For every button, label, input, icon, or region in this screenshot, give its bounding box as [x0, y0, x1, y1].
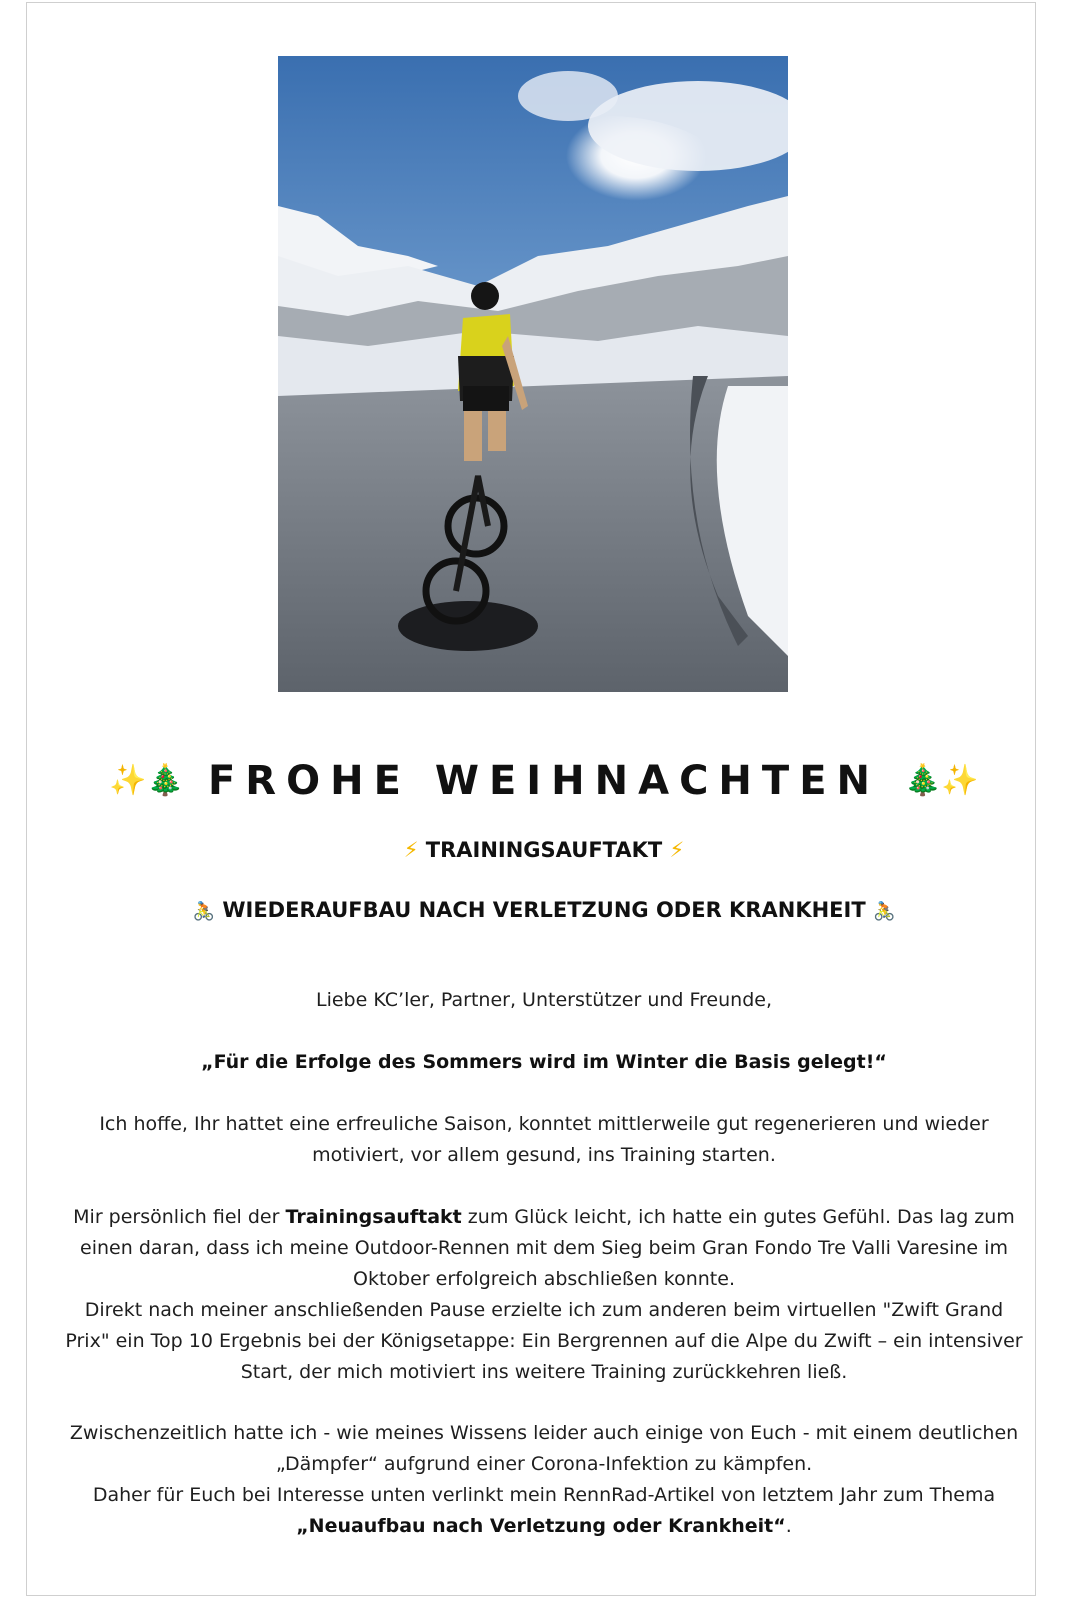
paragraph-saison: Ich hoffe, Ihr hattet eine erfreuliche Saison, konntet mittlerweile gut regenerieren und wieder motiviert, vor allem gesund, ins Training starten. — [99, 1113, 989, 1166]
subheading-wiederaufbau — [0, 898, 1088, 922]
paragraph-end: . — [785, 1515, 792, 1537]
lightning-icon: ⚡ — [403, 838, 419, 862]
subheading-trainingsauftakt — [0, 838, 1088, 862]
paragraph-bold: Trainingsauftakt — [285, 1206, 462, 1228]
paragraph-zwift: Direkt nach meiner anschließenden Pause erzielte ich zum anderen beim virtuellen "Zwift Grand Prix" ein Top 10 Ergebnis bei der Königsetappe: Ein Bergrennen auf die Alpe du Zwift – ein intensiver Start, der mich motiviert ins weitere Training zurückkehren ließ. — [65, 1299, 1023, 1383]
paragraph-rest: zum Glück leicht, ich hatte ein gutes Gefühl. Das lag zum einen daran, dass ich meine Outdoor-Rennen mit dem Sieg beim Gran Fondo Tre Valli Varesine im Oktober erfolgreich abschließen konnte. — [80, 1206, 1015, 1290]
headline-text: FROHE WEIHNACHTEN — [207, 758, 880, 804]
christmas-tree-icon: 🎄 — [146, 763, 185, 798]
cyclist-icon: 🚴 — [872, 901, 896, 922]
cyclist-photo — [278, 56, 788, 692]
subheading-text: TRAININGSAUFTAKT — [425, 838, 663, 862]
quote-text: „Für die Erfolge des Sommers wird im Winter die Basis gelegt!“ — [201, 1051, 887, 1073]
paragraph-trainingsauftakt — [60, 1202, 1028, 1388]
sparkle-icon: ✨ — [941, 763, 979, 798]
paragraph-corona — [60, 1418, 1028, 1542]
cyclist-illustration — [278, 56, 788, 692]
paragraph-line2: Daher für Euch bei Interesse unten verlinkt mein RennRad-Artikel von letztem Jahr zum Thema — [92, 1484, 996, 1506]
lightning-icon: ⚡ — [669, 838, 685, 862]
paragraph-line1: Zwischenzeitlich hatte ich - wie meines Wissens leider auch einige von Euch - mit einem deutlichen „Dämpfer“ aufgrund einer Corona-Infektion zu kämpfen. — [69, 1422, 1019, 1475]
quote — [60, 1047, 1028, 1078]
greeting: Liebe KC’ler, Partner, Unterstützer und Freunde, — [316, 989, 772, 1011]
christmas-tree-icon: 🎄 — [903, 763, 942, 798]
paragraph-lead: Mir persönlich fiel der — [73, 1206, 286, 1228]
article-title: „Neuaufbau nach Verletzung oder Krankheit“ — [296, 1515, 786, 1537]
sparkle-icon: ✨ — [109, 763, 147, 798]
subheading-text: WIEDERAUFBAU NACH VERLETZUNG ODER KRANKHEIT — [222, 898, 866, 922]
cyclist-icon: 🚴 — [192, 901, 216, 922]
headline — [0, 758, 1088, 804]
